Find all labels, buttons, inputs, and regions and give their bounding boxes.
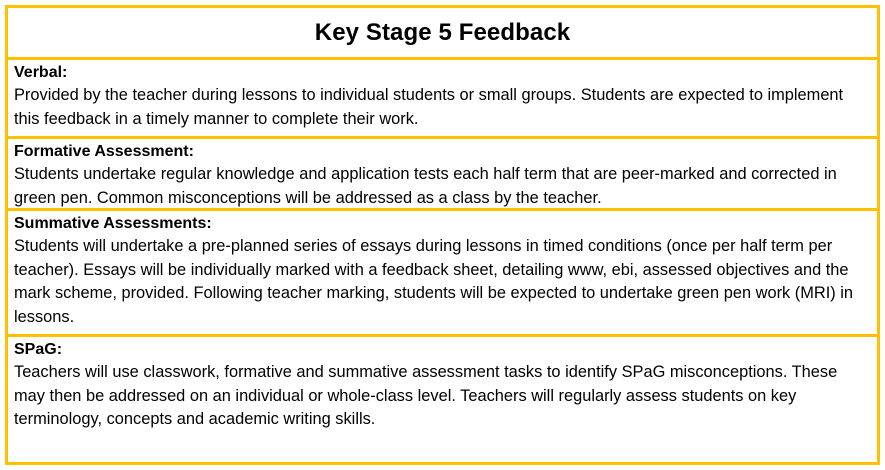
section-summative-assessments [8, 211, 877, 337]
section-heading-formative: Formative Assessment: [14, 143, 194, 160]
section-verbal [8, 60, 877, 139]
section-spag [8, 337, 877, 462]
section-body-spag: Teachers will use classwork, formative and summative assessment tasks to identify SPaG misconceptions. These may then be addressed on an individual or whole-class level. Teachers will regularly assess students on key terminology, concepts and academic writing skills. [14, 363, 838, 428]
section-body-summative: Students will undertake a pre-planned series of essays during lessons in timed conditions (once per half term per teacher). Essays will be individually marked with a feedback sheet, detailing www, ebi, assessed objectives and the mark scheme, provided. Following teacher marking, students will be expected to undertake green pen work (MRI) in lessons. [14, 237, 854, 326]
section-heading-verbal: Verbal: [14, 64, 68, 81]
section-body-verbal: Provided by the teacher during lessons to individual students or small groups. Students are expected to implement this feedback in a timely manner to complete their work. [14, 86, 844, 128]
page-title: Key Stage 5 Feedback [314, 18, 571, 46]
section-heading-spag: SPaG: [14, 341, 63, 358]
feedback-table [5, 5, 880, 465]
section-formative-assessment [8, 139, 877, 211]
section-heading-summative: Summative Assessments: [14, 215, 212, 232]
title-row [8, 8, 877, 60]
section-body-formative: Students undertake regular knowledge and application tests each half term that are peer-marked and corrected in green pen. Common misconceptions will be addressed as a class by the teacher. [14, 165, 837, 207]
